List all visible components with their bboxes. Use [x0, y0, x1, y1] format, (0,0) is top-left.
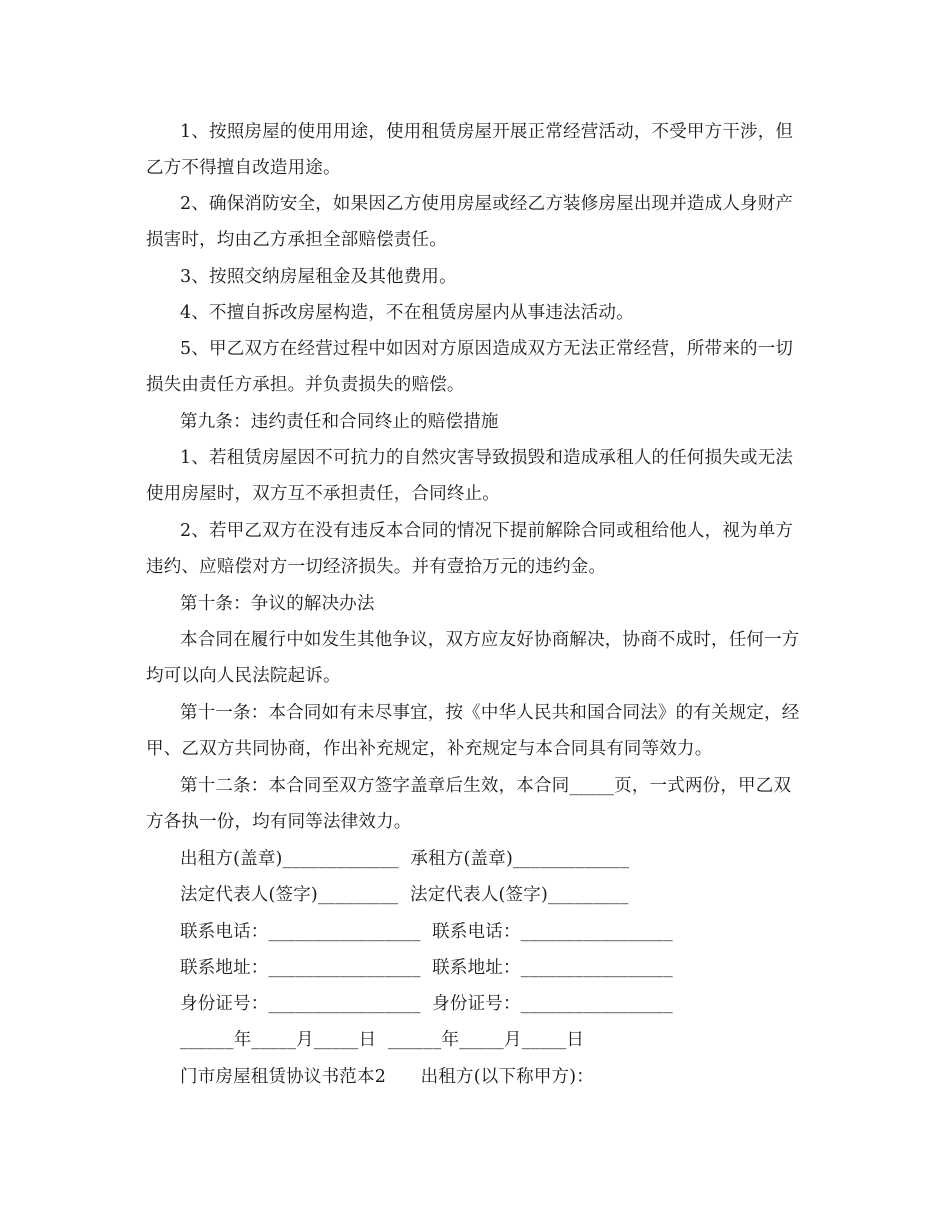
article-10-body: 本合同在履行中如发生其他争议，双方应友好协商解决，协商不成时，任何一方均可以向人民法院起诉。 — [146, 630, 800, 686]
next-document-title-line: 门市房屋租赁协议书范本2 出租方(以下称甲方)： — [180, 1067, 594, 1087]
clause-item-5: 5、甲乙双方在经营过程中如因对方原因造成双方无法正常经营，所带来的一切损失由责任方承担。并负责损失的赔偿。 — [146, 339, 794, 395]
article-9-item-1: 1、若租赁房屋因不可抗力的自然灾害导致损毁和造成承租人的任何损失或无法使用房屋时，双方互不承担责任，合同终止。 — [146, 448, 794, 504]
signature-seal-line: 出租方(盖章)_____________ 承租方(盖章)_____________ — [180, 849, 630, 869]
signature-address-line: 联系地址：_________________ 联系地址：_________________ — [180, 958, 673, 978]
signature-representative-line: 法定代表人(签字)_________ 法定代表人(签字)_________ — [180, 885, 629, 905]
article-9-item-2: 2、若甲乙双方在没有违反本合同的情况下提前解除合同或租给他人，视为单方违约、应赔偿对方一切经济损失。并有壹拾万元的违约金。 — [146, 521, 794, 577]
clause-item-4: 4、不擅自拆改房屋构造，不在租赁房屋内从事违法活动。 — [180, 303, 634, 323]
article-11: 第十一条：本合同如有未尽事宜，按《中华人民共和国合同法》的有关规定，经甲、乙双方共同协商，作出补充规定，补充规定与本合同具有同等效力。 — [146, 703, 800, 759]
signature-id-line: 身份证号：_________________ 身份证号：_________________ — [180, 994, 673, 1014]
clause-item-1: 1、按照房屋的使用用途，使用租赁房屋开展正常经营活动，不受甲方干涉，但乙方不得擅自改造用途。 — [146, 122, 794, 178]
article-10-heading: 第十条：争议的解决办法 — [180, 594, 375, 614]
signature-date-line: ______年_____月_____日 ______年_____月_____日 — [180, 1030, 585, 1050]
clause-item-3: 3、按照交纳房屋租金及其他费用。 — [180, 267, 457, 287]
article-12: 第十二条：本合同至双方签字盖章后生效，本合同_____页，一式两份，甲乙双方各执一份，均有同等法律效力。 — [146, 776, 792, 832]
signature-phone-line: 联系电话：_________________ 联系电话：_________________ — [180, 922, 673, 942]
clause-item-2: 2、确保消防安全，如果因乙方使用房屋或经乙方装修房屋出现并造成人身财产损害时，均由乙方承担全部赔偿责任。 — [146, 194, 794, 250]
article-9-heading: 第九条：违约责任和合同终止的赔偿措施 — [180, 412, 499, 432]
